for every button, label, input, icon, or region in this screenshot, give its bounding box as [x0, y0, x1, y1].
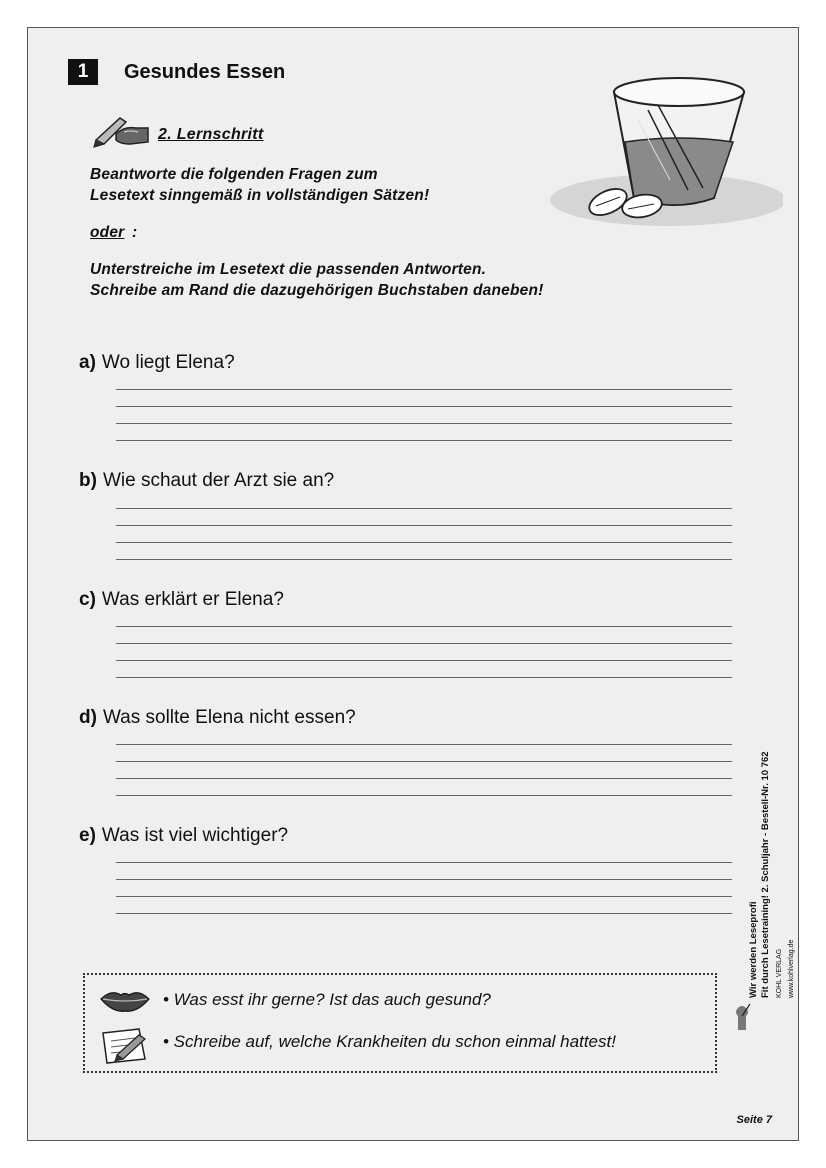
answer-line[interactable]: [116, 542, 732, 543]
glass-with-tablets-illustration: [538, 50, 783, 230]
answer-line[interactable]: [116, 626, 732, 627]
question-text: Was ist viel wichtiger?: [101, 825, 289, 846]
publisher-url: www.kohlverlag.de: [788, 939, 795, 998]
task-speaking: • Was esst ihr gerne? Ist das auch gesund?: [163, 990, 491, 1009]
answer-line[interactable]: [116, 406, 732, 407]
question-c: [79, 589, 284, 611]
question-label: a): [79, 352, 96, 373]
answer-line[interactable]: [116, 559, 732, 560]
answer-line[interactable]: [116, 389, 732, 390]
side-line-2: Fit durch Lesetraining! 2. Schuljahr - Bestell-Nr. 10 762: [760, 751, 771, 998]
question-text: Was sollte Elena nicht essen?: [102, 707, 356, 728]
side-line-1: Wir werden Leseprofi: [748, 901, 759, 998]
question-label: e): [79, 825, 96, 846]
question-text: Wie schaut der Arzt sie an?: [102, 470, 335, 491]
answer-line[interactable]: [116, 440, 732, 441]
answer-line[interactable]: [116, 913, 732, 914]
instruction-answer: Beantworte die folgenden Fragen zum Lesetext sinngemäß in vollständigen Sätzen!: [90, 166, 430, 204]
answer-lines-b[interactable]: [116, 508, 732, 576]
question-label: b): [79, 470, 97, 491]
writing-hand-icon: [90, 110, 152, 150]
answer-line[interactable]: [116, 778, 732, 779]
step-title: 2. Lernschritt: [158, 126, 264, 143]
answer-line[interactable]: [116, 677, 732, 678]
answer-line[interactable]: [116, 896, 732, 897]
answer-line[interactable]: [116, 525, 732, 526]
write-icon: [99, 1025, 151, 1065]
instruction-underline: Unterstreiche im Lesetext die passenden Antworten. Schreibe am Rand die dazugehörigen Buchstaben daneben!: [90, 261, 544, 299]
answer-lines-c[interactable]: [116, 626, 732, 694]
answer-line[interactable]: [116, 862, 732, 863]
lips-icon: [99, 989, 151, 1013]
extra-tasks-box: [83, 973, 717, 1073]
page-number: Seite 7: [736, 1114, 772, 1126]
answer-line[interactable]: [116, 643, 732, 644]
worksheet-page: [27, 27, 799, 1141]
question-text: Wo liegt Elena?: [101, 352, 235, 373]
answer-line[interactable]: [116, 744, 732, 745]
answer-line[interactable]: [116, 660, 732, 661]
instruction-oder: oder: [90, 224, 125, 241]
publisher-name: KOHL VERLAG: [776, 948, 783, 998]
question-a: [79, 352, 235, 374]
answer-line[interactable]: [116, 423, 732, 424]
side-imprint: [748, 751, 798, 998]
question-d: [79, 707, 356, 729]
question-e: [79, 825, 288, 847]
answer-line[interactable]: [116, 761, 732, 762]
question-label: c): [79, 589, 96, 610]
answer-lines-a[interactable]: [116, 389, 732, 457]
answer-lines-e[interactable]: [116, 862, 732, 930]
question-text: Was erklärt er Elena?: [101, 589, 284, 610]
answer-line[interactable]: [116, 795, 732, 796]
chapter-title: Gesundes Essen: [124, 61, 286, 83]
task-writing: • Schreibe auf, welche Krankheiten du schon einmal hattest!: [163, 1032, 616, 1051]
question-b: [79, 470, 334, 492]
answer-lines-d[interactable]: [116, 744, 732, 812]
answer-line[interactable]: [116, 879, 732, 880]
chapter-number: 1: [68, 59, 98, 85]
question-label: d): [79, 707, 97, 728]
answer-line[interactable]: [116, 508, 732, 509]
instruction-oder-colon: :: [132, 224, 138, 241]
